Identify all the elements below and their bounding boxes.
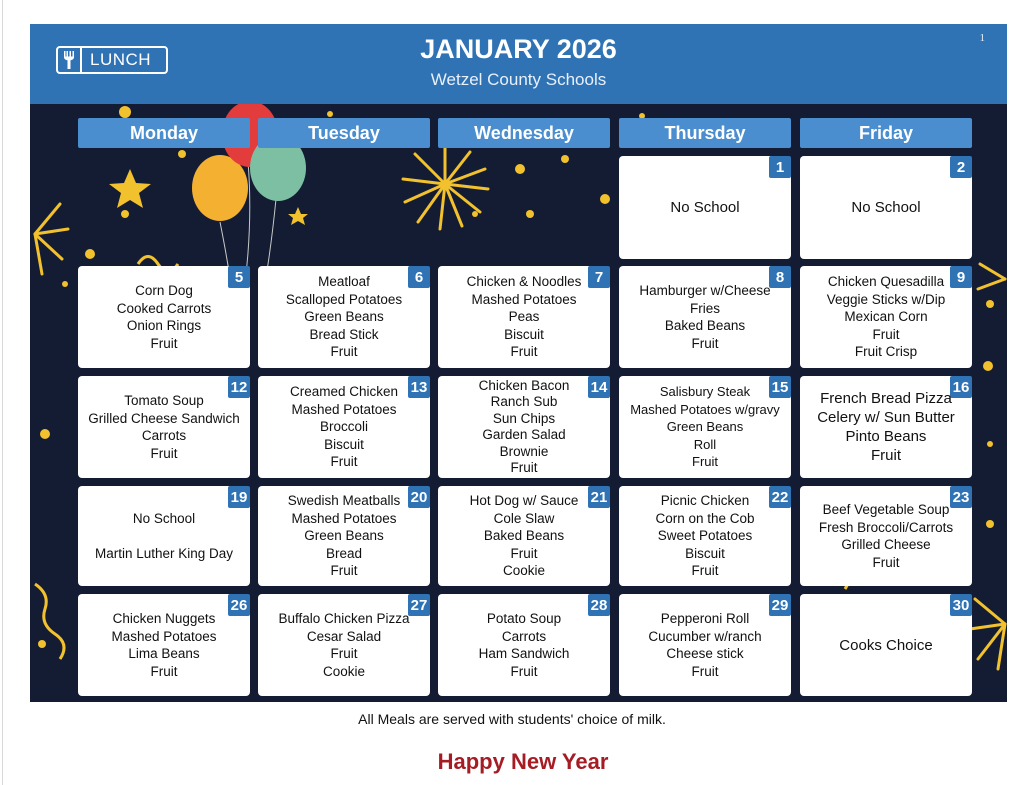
day-number: 23	[950, 486, 972, 508]
day-header-thursday: Thursday	[619, 118, 791, 148]
menu-items	[438, 594, 610, 696]
day-cell	[800, 376, 972, 478]
day-number: 13	[408, 376, 430, 398]
day-number: 29	[769, 594, 791, 616]
day-header-wednesday: Wednesday	[438, 118, 610, 148]
menu-item: Creamed Chicken	[289, 384, 399, 400]
day-cell	[438, 594, 610, 696]
day-cell	[800, 486, 972, 586]
happy-new-year: Happy New Year	[437, 749, 609, 774]
page-mark: 1	[979, 32, 985, 44]
menu-item: Sweet Potatoes	[657, 528, 753, 544]
menu-item: Fruit	[330, 646, 358, 661]
menu-item: Sun Chips	[492, 410, 556, 426]
menu-item: Green Beans	[666, 419, 744, 435]
day-number: 2	[950, 156, 972, 178]
menu-item: Buffalo Chicken Pizza	[278, 611, 410, 626]
menu-items	[78, 594, 250, 696]
menu-item: Onion Rings	[126, 318, 202, 333]
menu-items	[619, 486, 791, 586]
menu-item: Chicken Bacon	[478, 377, 570, 393]
menu-item: Potato Soup	[486, 611, 562, 626]
day-number: 28	[588, 594, 610, 616]
day-cell	[800, 156, 972, 259]
menu-item: Swedish Meatballs	[287, 493, 401, 509]
calendar-header	[30, 24, 1007, 104]
day-cell	[619, 156, 791, 259]
menu-item: Fruit	[871, 447, 901, 464]
menu-item: Roll	[693, 436, 717, 452]
menu-item: Cesar Salad	[306, 628, 382, 644]
menu-item: Fruit	[692, 454, 718, 470]
menu-item: Chicken Nuggets	[112, 611, 216, 626]
menu-item: Fruit	[510, 545, 538, 561]
day-cell	[619, 266, 791, 368]
menu-item: Grilled Cheese	[841, 537, 931, 552]
day-cell	[619, 376, 791, 478]
menu-items	[78, 266, 250, 368]
menu-item: Mashed Potatoes	[291, 401, 397, 417]
menu-item: Fruit	[330, 563, 358, 579]
menu-item: Corn Dog	[135, 283, 193, 298]
menu-item: Cucumber w/ranch	[648, 628, 762, 644]
day-cell	[258, 486, 430, 586]
day-number: 5	[228, 266, 250, 288]
menu-item: Salisbury Steak	[659, 384, 751, 400]
day-number: 1	[769, 156, 791, 178]
menu-item: No School	[670, 199, 740, 216]
menu-item: Fresh Broccoli/Carrots	[818, 519, 954, 535]
menu-item: Grilled Cheese Sandwich	[88, 410, 240, 426]
menu-item: Garden Salad	[482, 427, 566, 442]
menu-item: Fruit	[691, 663, 719, 679]
calendar-board	[30, 104, 1007, 702]
day-cell	[258, 266, 430, 368]
menu-item: Scalloped Potatoes	[285, 291, 403, 307]
day-number: 8	[769, 266, 791, 288]
menu-item: Mashed Potatoes	[471, 291, 577, 307]
day-cell	[438, 486, 610, 586]
menu-item: Bread	[325, 545, 363, 561]
menu-item: Pepperoni Roll	[660, 611, 750, 626]
page-edge	[2, 0, 3, 785]
day-number: 26	[228, 594, 250, 616]
menu-items	[438, 486, 610, 586]
menu-item: Fruit	[510, 663, 538, 679]
menu-item: Mexican Corn	[844, 309, 928, 325]
menu-items	[258, 266, 430, 368]
day-number: 15	[769, 376, 791, 398]
menu-item: Brownie	[499, 443, 549, 459]
menu-items	[258, 486, 430, 586]
menu-item: Picnic Chicken	[660, 493, 750, 509]
day-number: 20	[408, 486, 430, 508]
day-cell	[800, 266, 972, 368]
menu-item: Veggie Sticks w/Dip	[826, 291, 946, 307]
menu-item: Mashed Potatoes w/gravy	[630, 401, 780, 417]
menu-item: Biscuit	[324, 436, 364, 452]
menu-item: No School	[851, 199, 921, 216]
day-cell	[258, 594, 430, 696]
menu-items	[258, 594, 430, 696]
menu-item: Fruit	[872, 326, 900, 342]
menu-item: Fruit	[691, 335, 719, 351]
menu-item: Green Beans	[304, 309, 384, 325]
day-header-friday: Friday	[800, 118, 972, 148]
day-number: 7	[588, 266, 610, 288]
day-cell	[78, 594, 250, 696]
menu-item: Carrots	[141, 428, 187, 443]
menu-items	[78, 486, 250, 586]
menu-item: Green Beans	[304, 528, 384, 544]
menu-item: Corn on the Cob	[655, 510, 755, 526]
menu-item: Pinto Beans	[845, 428, 927, 445]
menu-item: Chicken Quesadilla	[827, 274, 945, 290]
day-header-tuesday: Tuesday	[258, 118, 430, 148]
menu-item: Mashed Potatoes	[111, 628, 217, 644]
menu-item: Hot Dog w/ Sauce	[469, 493, 579, 509]
day-cell	[258, 376, 430, 478]
day-cell	[800, 594, 972, 696]
menu-item: Fruit	[330, 344, 358, 360]
day-cell	[619, 486, 791, 586]
day-number: 27	[408, 594, 430, 616]
menu-item: Martin Luther King Day	[94, 545, 234, 561]
menu-item: Fruit	[330, 454, 358, 470]
menu-items	[800, 266, 972, 368]
menu-item: Beef Vegetable Soup	[822, 502, 950, 517]
menu-item: Bread Stick	[309, 326, 379, 342]
lunch-label: LUNCH	[90, 50, 152, 69]
menu-items	[438, 376, 610, 478]
page-subtitle: Wetzel County Schools	[430, 70, 607, 89]
menu-item: Fries	[690, 300, 720, 316]
menu-items	[800, 156, 972, 259]
day-cell	[438, 376, 610, 478]
menu-item: Mashed Potatoes	[291, 510, 397, 526]
menu-item: Chicken & Noodles	[466, 274, 582, 290]
day-cell	[438, 266, 610, 368]
day-number: 19	[228, 486, 250, 508]
menu-item: Hamburger w/Cheese	[639, 283, 771, 298]
day-cell	[78, 376, 250, 478]
menu-item: Peas	[508, 309, 540, 325]
menu-item: Lima Beans	[128, 646, 200, 661]
menu-item: French Bread Pizza	[820, 390, 952, 407]
milk-note: All Meals are served with students' choice of milk.	[358, 711, 666, 727]
menu-item: Fruit	[691, 563, 719, 579]
menu-item: Ranch Sub	[490, 394, 558, 409]
menu-items	[78, 376, 250, 478]
menu-item: Carrots	[501, 628, 547, 644]
menu-item: Meatloaf	[318, 274, 370, 290]
menu-item: Cheese stick	[666, 646, 744, 661]
menu-item: Fruit	[872, 554, 900, 570]
menu-items	[619, 594, 791, 696]
menu-items	[619, 376, 791, 478]
menu-items	[258, 376, 430, 478]
menu-item: Cooked Carrots	[116, 300, 212, 316]
day-number: 21	[588, 486, 610, 508]
menu-item: Cookie	[502, 563, 546, 579]
menu-items	[800, 594, 972, 696]
menu-item: Cooks Choice	[839, 636, 933, 654]
day-number: 30	[950, 594, 972, 616]
day-number: 6	[408, 266, 430, 288]
menu-item: Fruit	[510, 460, 538, 475]
menu-item: No School	[132, 511, 196, 526]
menu-item: Cookie	[322, 663, 366, 679]
menu-item: Cole Slaw	[493, 510, 555, 526]
day-cell	[78, 266, 250, 368]
menu-items	[800, 376, 972, 478]
menu-item: Tomato Soup	[124, 393, 204, 408]
menu-item: Fruit	[510, 344, 538, 360]
day-number: 14	[588, 376, 610, 398]
day-number: 16	[950, 376, 972, 398]
menu-item: Biscuit	[685, 545, 725, 561]
menu-item: Baked Beans	[483, 528, 565, 544]
menu-item: Ham Sandwich	[478, 646, 570, 661]
day-number: 22	[769, 486, 791, 508]
menu-items	[619, 156, 791, 259]
menu-item: Broccoli	[319, 419, 368, 435]
page-title: JANUARY 2026	[420, 34, 617, 64]
menu-item: Fruit	[150, 663, 178, 679]
menu-item: Baked Beans	[664, 318, 746, 333]
menu-item: Fruit	[150, 445, 178, 461]
menu-item: Fruit Crisp	[854, 344, 918, 360]
day-header-monday: Monday	[78, 118, 250, 148]
menu-item: Biscuit	[504, 326, 544, 342]
menu-item: Fruit	[150, 335, 178, 351]
day-number: 9	[950, 266, 972, 288]
day-number: 12	[228, 376, 250, 398]
menu-items	[619, 266, 791, 368]
day-cell	[619, 594, 791, 696]
menu-items	[800, 486, 972, 586]
menu-item: Celery w/ Sun Butter	[817, 409, 955, 426]
menu-items	[438, 266, 610, 368]
day-cell	[78, 486, 250, 586]
